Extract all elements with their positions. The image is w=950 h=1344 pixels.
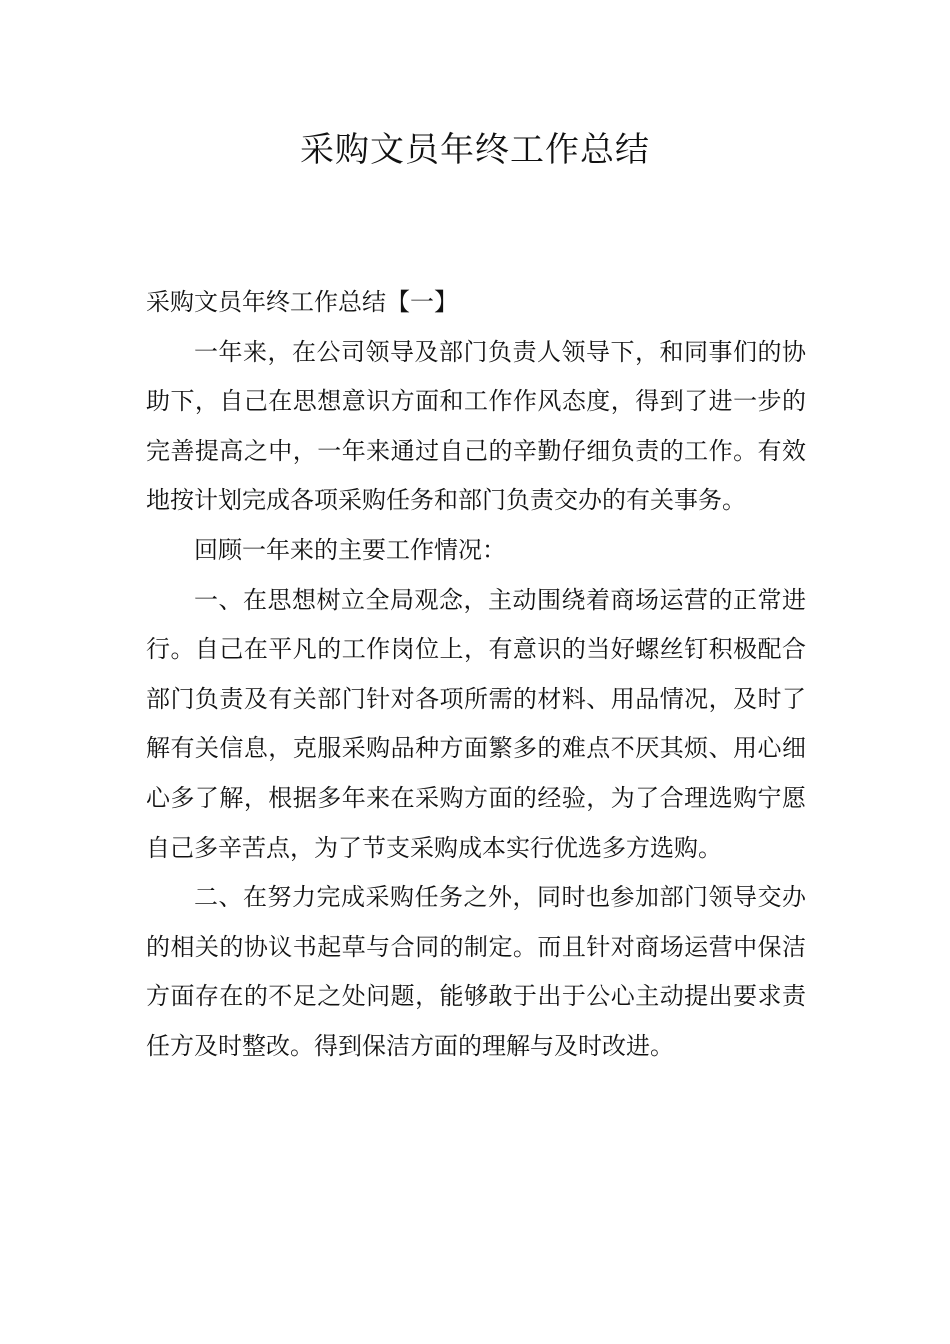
paragraph-intro: 一年来，在公司领导及部门负责人领导下，和同事们的协助下，自己在思想意识方面和工作作风态度，得到了进一步的完善提高之中，一年来通过自己的辛勤仔细负责的工作。有效地按计划完成各项采购任务和部门负责交办的有关事务。: [146, 337, 806, 515]
paragraph-point-two: 二、在努力完成采购任务之外，同时也参加部门领导交办的相关的协议书起草与合同的制定。而且针对商场运营中保洁方面存在的不足之处问题，能够敢于出于公心主动提出要求责任方及时整改。得到保洁方面的理解与及时改进。: [146, 883, 806, 1060]
paragraph-review: 回顾一年来的主要工作情况：: [194, 535, 506, 564]
paragraph-point-one: 一、在思想树立全局观念，主动围绕着商场运营的正常进行。自己在平凡的工作岗位上，有意识的当好螺丝钉积极配合部门负责及有关部门针对各项所需的材料、用品情况，及时了解有关信息，克服采购品种方面繁多的难点不厌其烦、用心细心多了解，根据多年来在采购方面的经验，为了合理选购宁愿自己多辛苦点，为了节支采购成本实行优选多方选购。: [146, 585, 806, 862]
document-body: [146, 278, 806, 1072]
document-title: 采购文员年终工作总结: [300, 130, 650, 170]
section-heading: 采购文员年终工作总结【一】: [146, 288, 458, 316]
